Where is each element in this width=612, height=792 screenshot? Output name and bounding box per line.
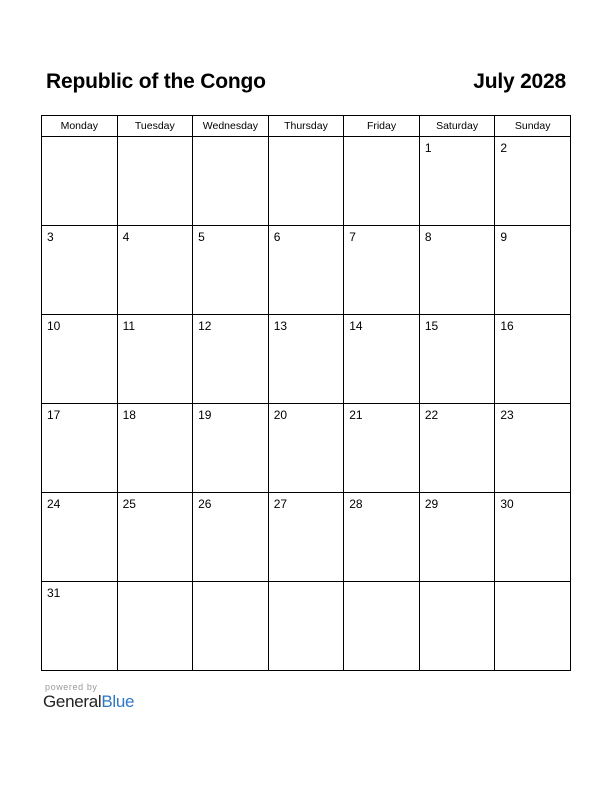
day-number: 23 xyxy=(500,408,514,422)
day-cell xyxy=(419,493,495,582)
logo-blue-text: Blue xyxy=(101,692,135,711)
day-number: 8 xyxy=(424,230,432,244)
day-cell xyxy=(42,404,118,493)
day-cell xyxy=(193,226,269,315)
day-number: 19 xyxy=(198,408,212,422)
day-cell xyxy=(344,315,420,404)
day-number: 7 xyxy=(349,230,356,244)
day-number: 29 xyxy=(424,497,439,511)
month-title: July 2028 xyxy=(473,70,566,93)
day-cell xyxy=(193,137,269,226)
day-number: 18 xyxy=(122,408,136,422)
day-cell xyxy=(193,493,269,582)
day-number: 4 xyxy=(122,230,130,244)
powered-by-text: powered by xyxy=(45,682,98,692)
day-cell xyxy=(42,582,118,671)
day-cell xyxy=(419,315,495,404)
day-number: 11 xyxy=(122,319,136,333)
week-row xyxy=(42,315,571,404)
day-cell xyxy=(344,137,420,226)
day-cell xyxy=(42,226,118,315)
logo-general-text: General xyxy=(43,692,102,711)
day-cell xyxy=(117,315,193,404)
day-number: 21 xyxy=(349,408,363,422)
week-row xyxy=(42,493,571,582)
day-cell xyxy=(117,493,193,582)
weekday-thursday: Thursday xyxy=(268,116,344,137)
day-cell xyxy=(344,582,420,671)
weekday-sunday: Sunday xyxy=(495,116,571,137)
day-cell xyxy=(495,404,571,493)
day-cell xyxy=(193,582,269,671)
day-cell xyxy=(42,137,118,226)
day-cell xyxy=(268,315,344,404)
weekday-monday: Monday xyxy=(42,116,118,137)
day-cell xyxy=(117,404,193,493)
day-number: 5 xyxy=(198,230,205,244)
day-cell xyxy=(495,493,571,582)
week-row xyxy=(42,404,571,493)
footer-branding xyxy=(43,682,134,712)
day-cell xyxy=(495,226,571,315)
day-number: 13 xyxy=(273,319,288,333)
day-cell xyxy=(495,137,571,226)
day-number: 31 xyxy=(47,586,61,600)
calendar-grid xyxy=(41,115,571,671)
day-cell xyxy=(419,226,495,315)
weekday-friday: Friday xyxy=(344,116,420,137)
weekday-tuesday: Tuesday xyxy=(117,116,193,137)
day-cell xyxy=(495,582,571,671)
day-number: 12 xyxy=(198,319,212,333)
week-row xyxy=(42,226,571,315)
day-number: 25 xyxy=(122,497,136,511)
day-cell xyxy=(344,226,420,315)
day-number: 10 xyxy=(47,319,61,333)
page-title: Republic of the Congo xyxy=(46,70,266,93)
calendar-header xyxy=(46,70,566,100)
generalblue-logo[interactable] xyxy=(43,692,134,712)
day-number: 22 xyxy=(424,408,439,422)
day-number: 17 xyxy=(47,408,61,422)
weekday-saturday: Saturday xyxy=(419,116,495,137)
day-number: 27 xyxy=(273,497,288,511)
day-number: 15 xyxy=(424,319,439,333)
day-number: 16 xyxy=(500,319,514,333)
day-cell xyxy=(193,315,269,404)
day-cell xyxy=(193,404,269,493)
week-row xyxy=(42,137,571,226)
week-row xyxy=(42,582,571,671)
day-cell xyxy=(268,493,344,582)
day-number: 28 xyxy=(349,497,363,511)
day-cell xyxy=(268,582,344,671)
day-number: 1 xyxy=(424,141,432,155)
day-cell xyxy=(344,493,420,582)
day-cell xyxy=(42,315,118,404)
day-cell xyxy=(495,315,571,404)
day-number: 20 xyxy=(273,408,288,422)
day-cell xyxy=(344,404,420,493)
day-number: 24 xyxy=(47,497,61,511)
day-number: 2 xyxy=(500,141,508,155)
day-cell xyxy=(419,404,495,493)
weekday-wednesday: Wednesday xyxy=(193,116,269,137)
day-number: 9 xyxy=(500,230,508,244)
day-number: 30 xyxy=(500,497,514,511)
day-number: 6 xyxy=(273,230,281,244)
day-number: 26 xyxy=(198,497,212,511)
day-cell xyxy=(117,226,193,315)
day-cell xyxy=(117,582,193,671)
day-cell xyxy=(268,226,344,315)
day-cell xyxy=(117,137,193,226)
day-number: 3 xyxy=(47,230,54,244)
weekday-header-row xyxy=(42,116,571,137)
day-number: 14 xyxy=(349,319,363,333)
day-cell xyxy=(419,582,495,671)
day-cell xyxy=(268,137,344,226)
day-cell xyxy=(419,137,495,226)
day-cell xyxy=(42,493,118,582)
day-cell xyxy=(268,404,344,493)
